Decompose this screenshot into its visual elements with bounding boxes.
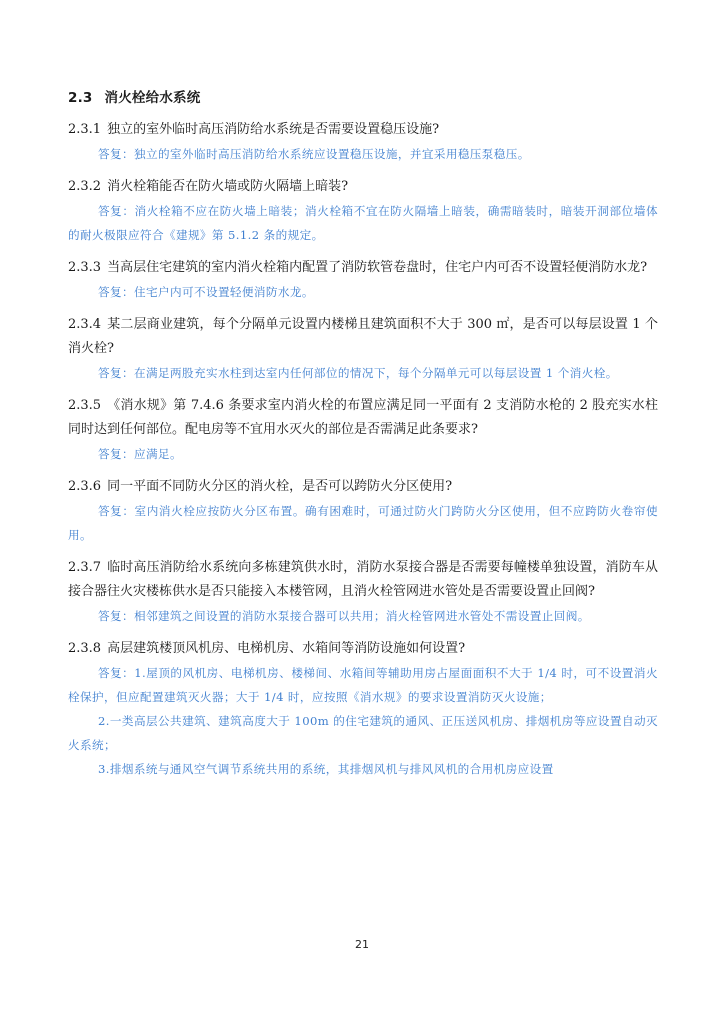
question-number: 2.3.4	[68, 317, 102, 332]
qa-item	[68, 118, 658, 166]
section-heading	[68, 86, 658, 106]
qa-item	[68, 475, 658, 547]
question	[68, 313, 658, 361]
question-text: 某二层商业建筑，每个分隔单元设置内楼梯且建筑面积不大于 300 ㎡，是否可以每层设置 1 个消火栓?	[68, 317, 658, 356]
qa-item	[68, 394, 658, 466]
page-number: 21	[355, 938, 369, 951]
question-text: 临时高压消防给水系统向多栋建筑供水时，消防水泵接合器是否需要每幢楼单独设置，消防车从接合器往火灾楼栋供水是否只能接入本楼管网，且消火栓管网进水管处是否需要设置止回阀?	[68, 560, 658, 599]
answer-text: 答复：消火栓箱不应在防火墙上暗装；消火栓箱不宜在防火隔墙上暗装，确需暗装时，暗装开洞部位墙体的耐火极限应符合《建规》第 5.1.2 条的规定。	[68, 204, 658, 242]
question	[68, 175, 658, 199]
question-text: 《消水规》第 7.4.6 条要求室内消火栓的布置应满足同一平面有 2 支消防水枪的 2 股充实水柱同时达到任何部位。配电房等不宜用水灭火的部位是否需满足此条要求?	[68, 398, 658, 437]
answer-text: 答复：住宅户内可不设置轻便消防水龙。	[98, 285, 314, 299]
question-number: 2.3.7	[68, 560, 102, 575]
answer-text: 答复：相邻建筑之间设置的消防水泵接合器可以共用；消火栓管网进水管处不需设置止回阀。	[98, 609, 590, 623]
question-text: 同一平面不同防火分区的消火栓，是否可以跨防火分区使用?	[107, 479, 453, 494]
answer-text: 3.排烟系统与通风空气调节系统共用的系统，其排烟风机与排风风机的合用机房应设置	[98, 762, 554, 776]
question-number: 2.3.8	[68, 641, 102, 656]
question-number: 2.3.1	[68, 122, 102, 137]
qa-item	[68, 313, 658, 385]
question-number: 2.3.5	[68, 398, 102, 413]
answer-text: 答复：在满足两股充实水柱到达室内任何部位的情况下，每个分隔单元可以每层设置 1 个消火栓。	[98, 366, 618, 380]
section-number: 2.3	[68, 90, 93, 106]
answer-text: 答复：独立的室外临时高压消防给水系统应设置稳压设施，并宜采用稳压泵稳压。	[98, 147, 530, 161]
qa-item	[68, 175, 658, 247]
question-number: 2.3.6	[68, 479, 102, 494]
question	[68, 256, 658, 280]
qa-item	[68, 556, 658, 628]
question-text: 独立的室外临时高压消防给水系统是否需要设置稳压设施?	[107, 122, 440, 137]
section-title: 消火栓给水系统	[104, 90, 201, 106]
document-body	[68, 86, 658, 790]
answer-text: 2.一类高层公共建筑、建筑高度大于 100m 的住宅建筑的通风、正压送风机房、排烟机房等应设置自动灭火系统；	[68, 714, 658, 752]
question	[68, 475, 658, 499]
question-text: 消火栓箱能否在防火墙或防火隔墙上暗装?	[107, 179, 349, 194]
question	[68, 556, 658, 604]
qa-item	[68, 637, 658, 781]
answer-text: 答复：应满足。	[98, 447, 182, 461]
question	[68, 394, 658, 442]
answer-text: 答复：室内消火栓应按防火分区布置。确有困难时，可通过防火门跨防火分区使用，但不应跨防火卷帘使用。	[68, 504, 658, 542]
answer-text: 答复：1.屋顶的风机房、电梯机房、楼梯间、水箱间等辅助用房占屋面面积不大于 1/4 时，可不设置消火栓保护，但应配置建筑灭火器；大于 1/4 时，应按照《消水规》的要求设置消防灭火设施；	[68, 666, 658, 704]
question	[68, 118, 658, 142]
question-number: 2.3.2	[68, 179, 102, 194]
question-text: 当高层住宅建筑的室内消火栓箱内配置了消防软管卷盘时，住宅户内可否不设置轻便消防水龙?	[107, 260, 648, 275]
question	[68, 637, 658, 661]
question-number: 2.3.3	[68, 260, 102, 275]
question-text: 高层建筑楼顶风机房、电梯机房、水箱间等消防设施如何设置?	[107, 641, 466, 656]
qa-item	[68, 256, 658, 304]
